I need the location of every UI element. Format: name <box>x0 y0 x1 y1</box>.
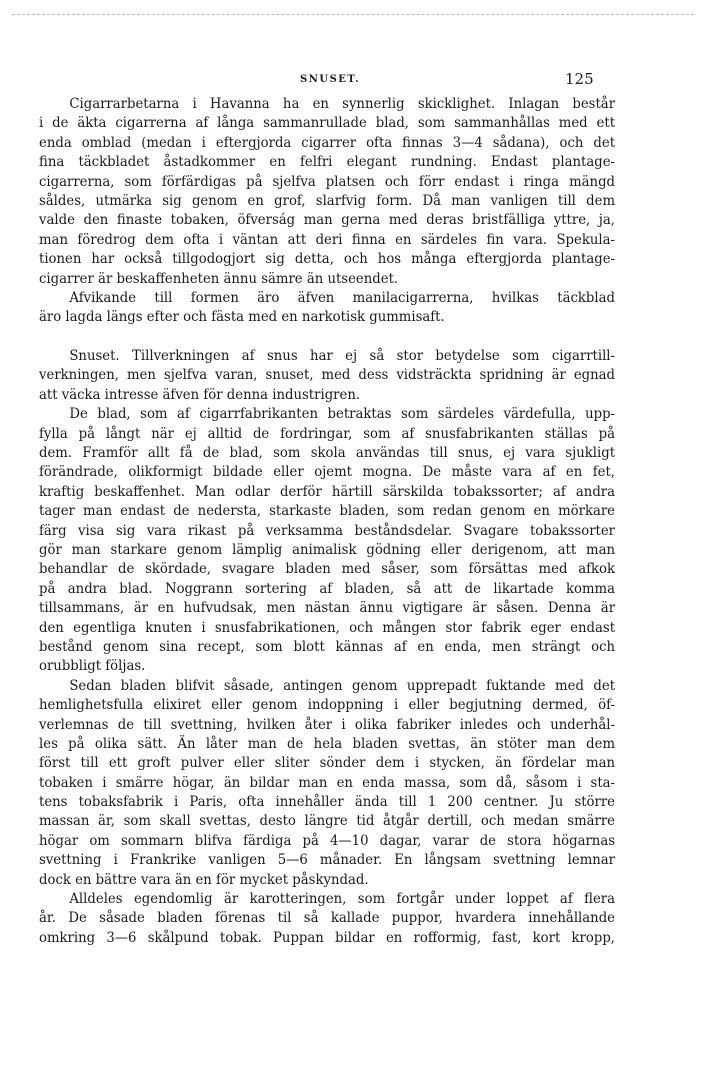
text-line: först till ett groft pulver eller sliter sönder dem i stycken, än fördelar man <box>39 755 616 772</box>
text-line: bestånd genom sina recept, som blott kännas af en enda, men strängt och <box>39 638 616 655</box>
text-line: förändrade, olikformigt bildade eller ojemt mogna. De måste vara af en fet, <box>39 464 616 481</box>
text-line: Afvikande till formen äro äfven manilacigarrerna, hvilkas täckblad <box>69 289 616 306</box>
paragraph-gap <box>39 328 615 347</box>
text-line: svettning i Frankrike vanligen 5—6 månader. En långsam svettning lemnar <box>39 852 616 869</box>
text-line: massan är, som skall svettas, desto längre tid åtgår dertill, och medan smärre <box>39 813 616 830</box>
text-line: De blad, som af cigarrfabrikanten betraktas som särdeles värdefulla, upp- <box>69 406 616 423</box>
text-line: tager man endast de nedersta, starkaste bladen, som redan genom en mörkare <box>39 503 616 520</box>
text-line: verkningen, men sjelfva varan, snuset, med dess vidsträckta spridning är egnad <box>39 367 616 384</box>
text-line: fylla på långt när ej alltid de fordringar, som af snusfabrikanten ställas på <box>39 425 616 442</box>
text-line: år. De såsade bladen förenas til så kallade puppor, hvardera innehållande <box>39 910 616 927</box>
text-line: enda omblad (medan i eftergjorda cigarrer ofta finnas 3—4 sådana), och det <box>39 134 616 151</box>
text-line: omkring 3—6 skålpund tobak. Puppan bildar en rofformig, fast, kort kropp, <box>39 929 616 946</box>
text-line: i de äkta cigarrerna af långa sammanrullade blad, som sammanhållas med ett <box>39 115 616 132</box>
running-head: SNUSET. <box>300 74 361 85</box>
text-line: den egentliga knuten i snusfabrikationen, och mången stor fabrik eger endast <box>39 619 616 636</box>
text-line: att väcka intresse äfven för denna industrigren. <box>39 386 361 403</box>
text-line: tobaken i smärre högar, än bildar man en enda massa, som då, såsom i sta- <box>39 774 616 791</box>
text-line: Cigarrarbetarna i Havanna ha en synnerlig skicklighet. Inlagan består <box>69 96 616 112</box>
text-line: högar om sommarn blifva färdiga på 4—10 dagar, varar de stora högarnas <box>39 832 616 849</box>
text-line: cigarrerna, som förfärdigas på sjelfva platsen och förr endast i ringa mängd <box>39 173 616 190</box>
text-line: tionen har också tillgodogjort sig detta, och hos många eftergjorda plantage- <box>39 251 616 268</box>
text-line: fina täckbladet åstadkommer en felfri elegant rundning. Endast plantage- <box>39 154 616 171</box>
text-line: tens tobaksfabrik i Paris, ofta innehåller ända till 1 200 centner. Ju större <box>39 794 616 811</box>
top-scan-rule <box>12 14 694 15</box>
page-number: 125 <box>565 70 594 88</box>
text-line: Snuset. Tillverkningen af snus har ej så stor betydelse som cigarrtill- <box>69 348 616 365</box>
text-line: man föredrog dem ofta i väntan att deri finna en särdeles fin vara. Spekula- <box>39 231 616 248</box>
text-line: cigarrer är beskaffenheten ännu sämre än utseendet. <box>39 270 399 287</box>
text-line: les på olika sätt. Än låter man de hela bladen svettas, än stöter man dem <box>39 735 616 752</box>
text-line: färg visa sig vara rikast på verksamma beståndsdelar. Svagare tobakssorter <box>39 522 616 539</box>
text-line: såldes, utmärka sig genom en grof, slarfvig form. Då man vanligen till dem <box>39 192 616 209</box>
body-text <box>39 95 615 948</box>
text-line: Alldeles egendomlig är karotteringen, som fortgår under loppet af flera <box>69 891 616 908</box>
text-line: dock en bättre vara än en för mycket påskyndad. <box>39 871 369 888</box>
text-line: kraftig beskaffenhet. Man odlar derför härtill särskilda tobakssorter; af andra <box>39 483 616 500</box>
text-line: gör man starkare genom lämplig animalisk gödning eller derigenom, att man <box>39 541 616 558</box>
text-line: valde den finaste tobaken, öfverság man gerna med deras bristfälliga yttre, ja, <box>39 212 616 229</box>
text-line: på andra blad. Noggrann sortering af bladen, så att de likartade komma <box>39 580 616 597</box>
text-line: behandlar de skördade, svagare bladen med såser, som försättas med afkok <box>39 561 616 578</box>
text-line: äro lagda längs efter och fästa med en narkotisk gummisaft. <box>39 309 445 326</box>
text-line: orubbligt följas. <box>39 658 146 675</box>
text-line: verlemnas de till svettning, hvilken åter i olika fabriker inledes och underhål- <box>39 716 616 733</box>
text-line: hemlighetsfulla elixiret eller genom indoppning i eller begjutning dermed, öf- <box>39 697 616 714</box>
text-line: tillsammans, är en hufvudsak, men nästan ännu vigtigare är såsen. Denna är <box>39 600 616 617</box>
text-line: Sedan bladen blifvit såsade, antingen genom upprepadt fuktande med det <box>69 677 616 694</box>
text-line: dem. Framför allt få de blad, som skola användas till snus, ej vara sjukligt <box>39 445 616 462</box>
